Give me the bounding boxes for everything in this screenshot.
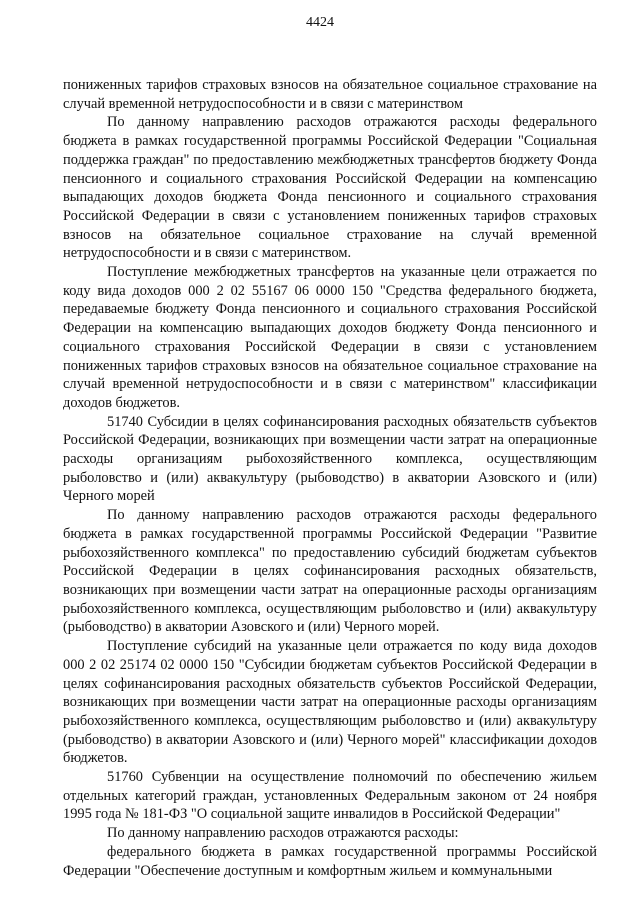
paragraph: По данному направлению расходов отражаются расходы федерального бюджета в рамках государственной программы Российской Федерации "Развитие рыбохозяйственного комплекса" по предоставлению субсидий бюджетам субъектов Российской Федерации в целях софинансирования расходных обязательств, возникающих при возмещении части затрат на операционные расходы организациям рыбохозяйственного комплекса, осуществляющим рыболовство и (или) аквакультуру (рыбоводство) в акватории Азовского и (или) Черного морей. [63, 507, 597, 636]
document-body [63, 76, 597, 880]
paragraph: 51760 Субвенции на осуществление полномочий по обеспечению жильем отдельных категорий граждан, установленных Федеральным законом от 24 ноября 1995 года № 181-ФЗ "О социальной защите инвалидов в Российской Федерации" [63, 769, 597, 823]
paragraph: По данному направлению расходов отражаются расходы: [107, 825, 459, 842]
paragraph: Поступление субсидий на указанные цели отражается по коду вида доходов 000 2 02 25174 02 0000 150 "Субсидии бюджетам субъектов Российской Федерации в целях софинансирования расходных обязательств субъектов Российской Федерации, возникающих при возмещении части затрат на операционные расходы организациям рыбохозяйственного комплекса, осуществляющим рыболовство и (или) аквакультуру (рыбоводство) в акватории Азовского и (или) Черного морей" классификации доходов бюджетов. [63, 638, 597, 767]
paragraph: 51740 Субсидии в целях софинансирования расходных обязательств субъектов Российской Федерации, возникающих при возмещении части затрат на операционные расходы организациям рыбохозяйственного комплекса, осуществляющим рыболовство и (или) аквакультуру (рыбоводство) в акватории Азовского и (или) Черного морей [63, 413, 597, 505]
paragraph: По данному направлению расходов отражаются расходы федерального бюджета в рамках государственной программы Российской Федерации "Социальная поддержка граждан" по предоставлению межбюджетных трансфертов бюджету Фонда пенсионного и социального страхования Российской Федерации на компенсацию выпадающих доходов бюджета Фонда пенсионного и социального страхования Российской Федерации в связи с установлением пониженных тарифов страховых взносов на обязательное социальное страхование на случай временной нетрудоспособности и в связи с материнством. [63, 114, 597, 262]
paragraph: пониженных тарифов страховых взносов на обязательное социальное страхование на случай временной нетрудоспособности и в связи с материнством [63, 77, 597, 112]
paragraph: федерального бюджета в рамках государственной программы Российской Федерации "Обеспечение доступным и комфортным жильем и коммунальными [63, 843, 597, 879]
paragraph: Поступление межбюджетных трансфертов на указанные цели отражается по коду вида доходов 000 2 02 55167 06 0000 150 "Средства федерального бюджета, передаваемые бюджету Фонда пенсионного и социального страхования Российской Федерации на компенсацию выпадающих доходов бюджету Фонда пенсионного и социального страхования Российской Федерации в связи с установлением пониженных тарифов страховых взносов на обязательное социальное страхование на случай временной нетрудоспособности и в связи с материнством" классификации доходов бюджетов. [63, 264, 597, 411]
page-number: 4424 [306, 15, 334, 30]
